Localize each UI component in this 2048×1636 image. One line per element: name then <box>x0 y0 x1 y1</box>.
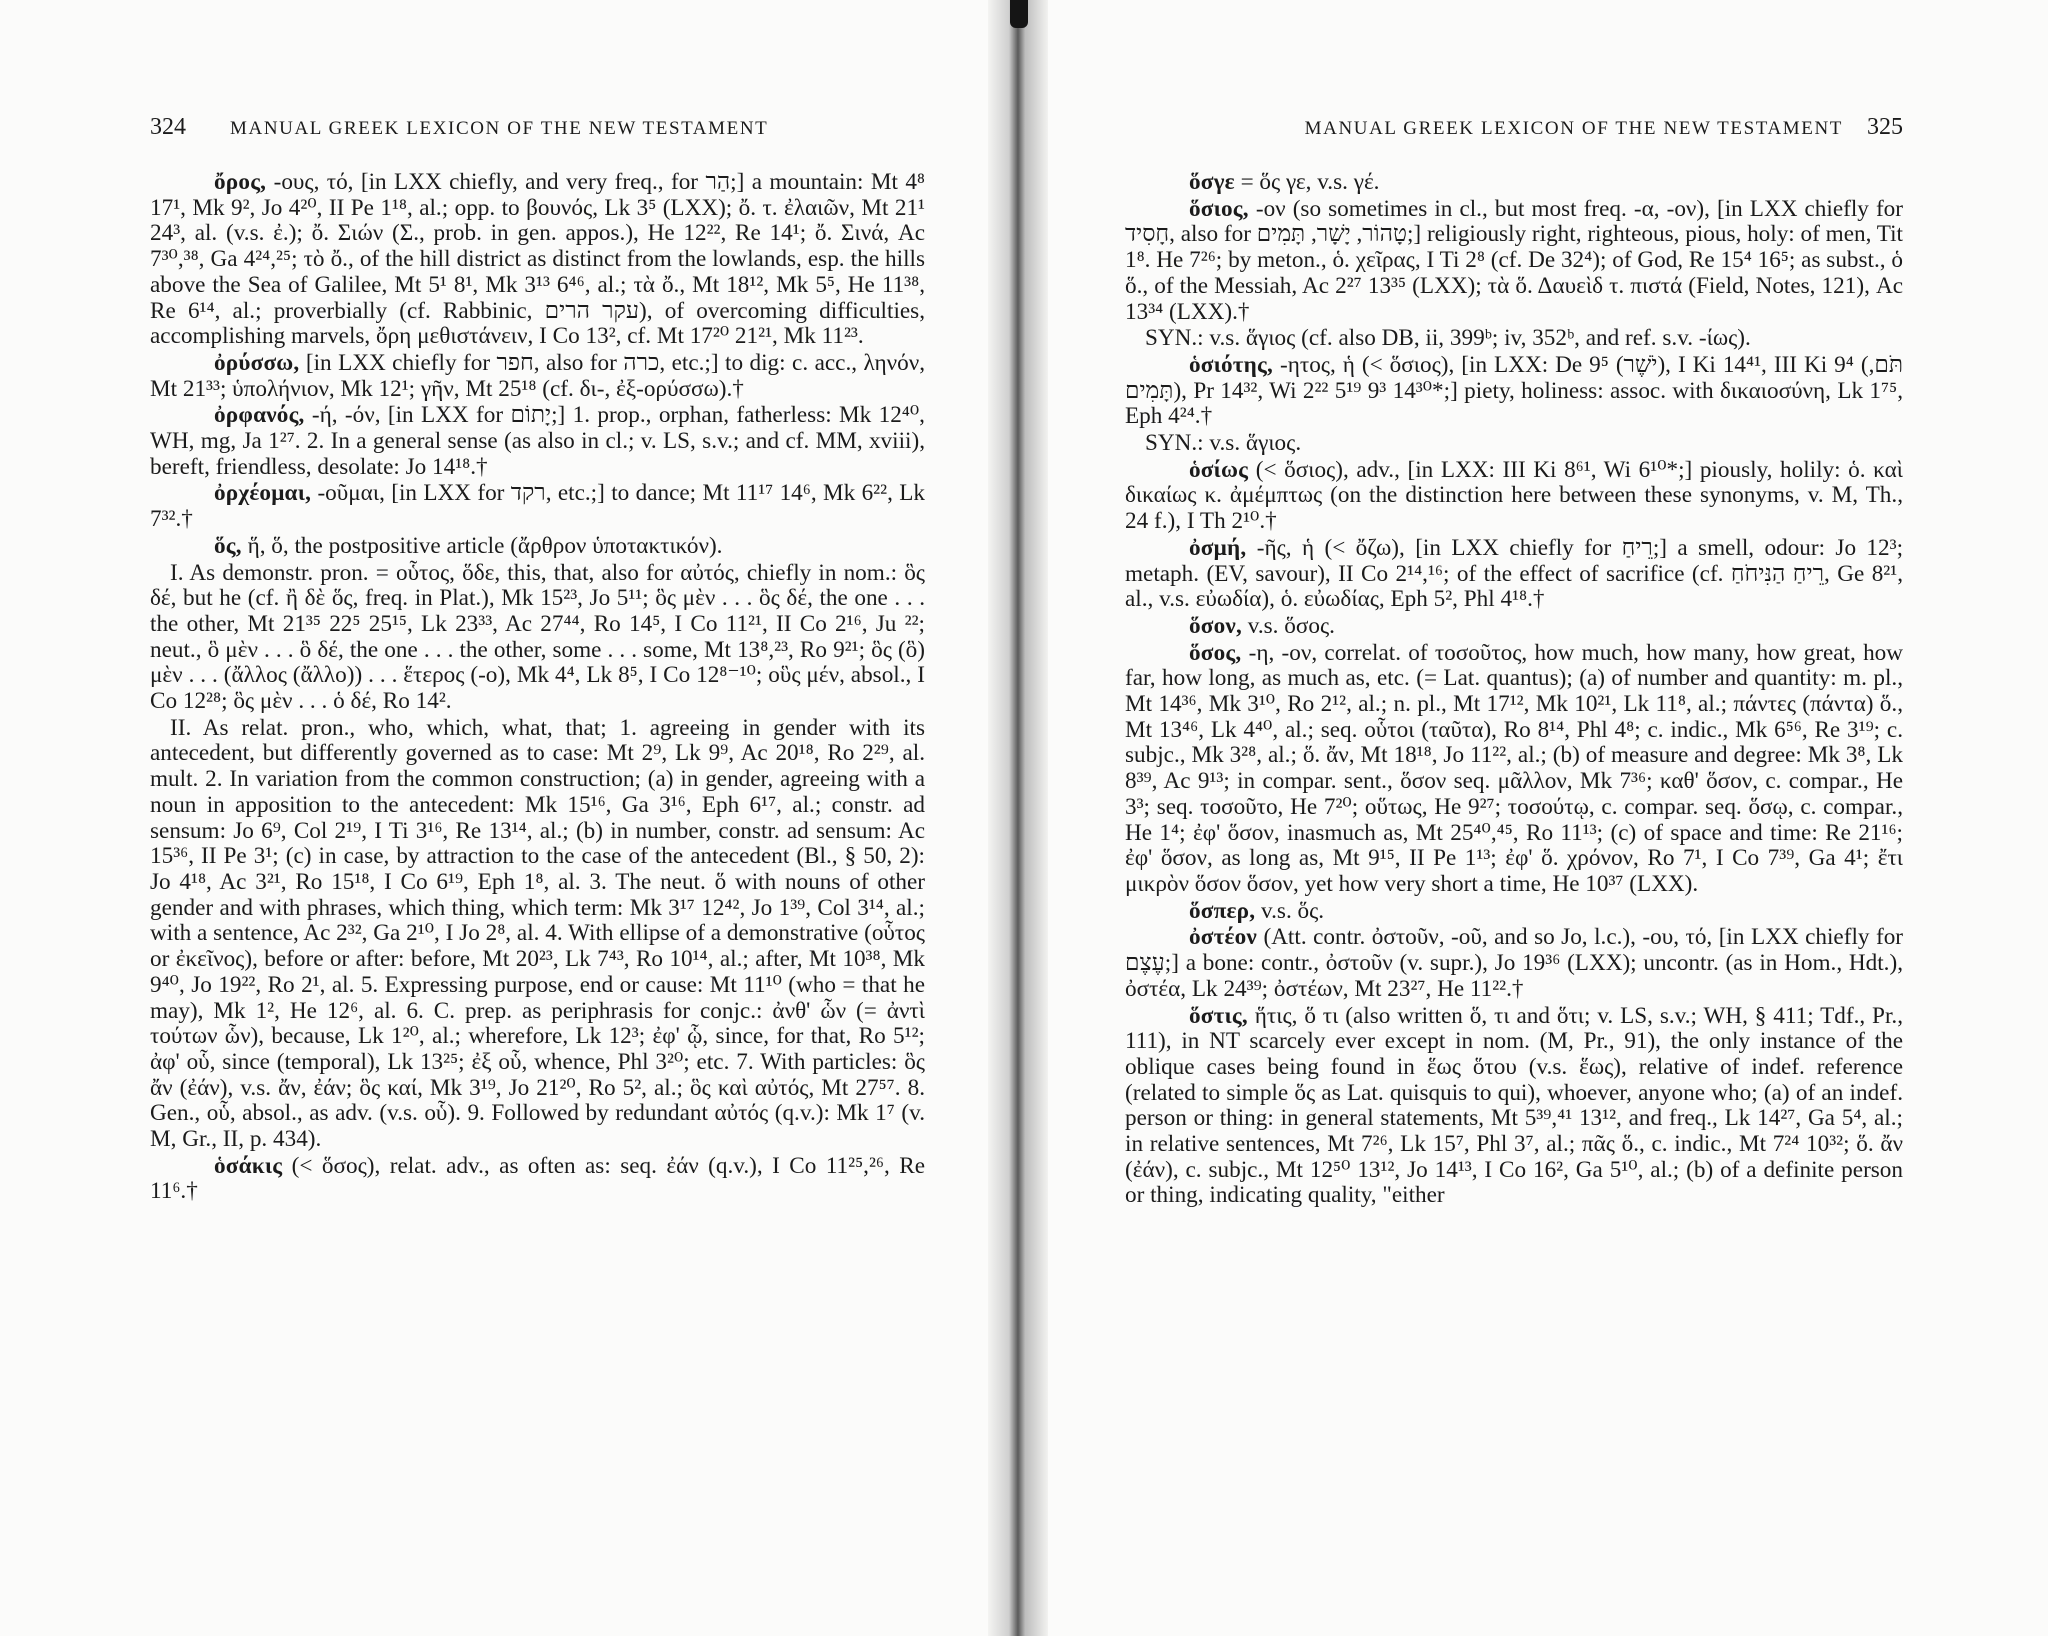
entry-headword: ὄρος, <box>214 169 267 195</box>
entry-headword: ὁσίως <box>1189 456 1249 483</box>
lexicon-entry <box>1125 197 1903 326</box>
entry-text: -η, -ον, correlat. of τοσοῦτος, how much, how many, how great, how far, how long, as much as, etc. (= Lat. quantus); (a) of number and quantity: m. pl., Mt 14³⁶, Mk 3¹⁰, Ro 2¹², al.; n. pl., Mt 17¹², Mk 10²¹, Lk 11⁸, al.; πάντες (πάντα) ὅ., Mt 13⁴⁶, Lk 4⁴⁰, al.; seq. οὗτοι (ταῦτα), Ro 8¹⁴, Phl 4⁸; c. indic., Mk 6⁵⁶, Re 3¹⁹; c. subjc., Mk 3²⁸, al.; ὅ. ἄν, Mt 18¹⁸, Jo 11²², al.; (b) of measure and degree: Mk 3⁸, Lk 8³⁹, Ac 9¹³; in compar. sent., ὅσον seq. μᾶλλον, Mk 7³⁶; καθ' ὅσον, c. compar., He 3³; seq. τοσοῦτο, He 7²⁰; οὕτως, He 9²⁷; τοσούτῳ, c. compar. seq. ὅσῳ, c. compar., He 1⁴; ἐφ' ὅσον, inasmuch as, Mt 25⁴⁰,⁴⁵, Ro 11¹³; (c) of space and time: Re 21¹⁶; ἐφ' ὅσον, as long as, Mt 9¹⁵, II Pe 1¹³; ἐφ' ὅ. χρόνον, Ro 7¹, I Co 7³⁹, Ga 4¹; ἔτι μικρὸν ὅσον ὅσον, yet how very short a time, He 10³⁷ (LXX). <box>1125 639 1904 897</box>
lexicon-entry <box>150 403 925 480</box>
entry-text: ἥτις, ὅ τι (also written ὅ, τι and ὅτι; v. LS, s.v.; WH, § 411; Tdf., Pr., 111), in NT scarcely ever except in nom. (M, Pr., 91), the only instance of the oblique cases being found in ἕως ὅτου (v.s. ἕως), relative of indef. reference (related to simple ὅς as Lat. quisquis to qui), whoever, anyone who; (a) of an indef. person or thing: in general statements, Mt 5³⁹,⁴¹ 13¹², and freq., Lk 14²⁷, Ga 5⁴, al.; in relative sentences, Mt 7²⁶, Lk 15⁷, Phl 3⁷, al.; πᾶς ὅ., c. indic., Mt 7²⁴ 10³²; ὅ. ἄν (ἐάν), c. subjc., Mt 12⁵⁰ 13¹², Jo 14¹³, I Co 16², Ga 5¹⁰, al.; (b) of a definite person or thing, indicating quality, "either <box>1125 1002 1903 1209</box>
entry-text: ἥ, ὅ, the postpositive article (ἄρθρον ὑποτακτικόν). <box>247 532 723 559</box>
entry-headword: ὀρύσσω, <box>214 349 300 376</box>
lexicon-entry <box>1125 170 1903 196</box>
entry-text: -ητος, ἡ (< ὅσιος), [in LXX: De 9⁵ (יֹשֶׁר), I Ki 14⁴¹, III Ki 9⁴ (תֹּם, תָּמִים), Pr 14³², Wi 2²² 5¹⁹ 9³ 14³⁰*;] piety, holiness: assoc. with δικαιοσύνη, Lk 1⁷⁵, Eph 4²⁴.† <box>1125 351 1903 430</box>
entry-headword: ὅσγε <box>1189 169 1235 195</box>
entry-headword: ὅσος, <box>1189 639 1242 666</box>
lexicon-entry <box>150 481 925 532</box>
entry-text: (Att. contr. ὀστοῦν, -οῦ, and so Jo, l.c.), -ου, τό, [in LXX chiefly for עֶצֶם;] a bone: contr., ὀστοῦν (v. supr.), Jo 19³⁶ (LXX); uncontr. (as in Hom., Hdt.), ὀστέα, Lk 24³⁹; ὀστέων, Mt 23²⁷, He 11²².† <box>1125 924 1904 1002</box>
book-gutter <box>988 0 1048 1636</box>
lexicon-entry <box>150 1154 925 1205</box>
entry-headword: ὅς, <box>214 532 242 559</box>
entry-text: v.s. ὅσος. <box>1247 612 1335 639</box>
lexicon-entry <box>1125 925 1903 1002</box>
left-page-text <box>150 170 925 1206</box>
entry-text: v.s. ὅς. <box>1261 897 1325 924</box>
entry-headword: ὅστις, <box>1189 1002 1248 1029</box>
entry-headword: ὅσον, <box>1189 612 1242 639</box>
entry-text: (< ὅσος), relat. adv., as often as: seq. ἐάν (q.v.), I Co 11²⁵,²⁶, Re 11⁶.† <box>150 1152 926 1205</box>
entry-headword: ὀσμή, <box>1189 534 1247 561</box>
entry-headword: ὀρφανός, <box>214 402 305 429</box>
lexicon-entry <box>150 170 925 350</box>
lexicon-entry <box>1125 326 1903 352</box>
right-page-number: 325 <box>1867 114 1903 140</box>
lexicon-entry <box>1125 641 1903 898</box>
right-running-title: MANUAL GREEK LEXICON OF THE NEW TESTAMENT <box>1304 118 1843 139</box>
entry-text: SYN.: v.s. ἅγιος. <box>1145 430 1302 457</box>
lexicon-entry <box>150 351 925 402</box>
entry-text: (< ὅσιος), adv., [in LXX: III Ki 8⁶¹, Wi 6¹⁰*;] piously, holily: ὁ. καὶ δικαίως κ. ἀμέμπτως (on the distinction here between these synonyms, v. M, Th., 24 f.), I Th 2¹⁰.† <box>1125 456 1903 535</box>
lexicon-entry <box>1125 353 1903 430</box>
entry-text: -ον (so sometimes in cl., but most freq. -α, -ον), [in LXX chiefly for חָסִיד, also for טָהוֹר, יָשָׁר, תָּמִים;] religiously right, righteous, pious, holy: of men, Tit 1⁸. He 7²⁶; by meton., ὁ. χεῖρας, I Ti 2⁸ (cf. De 32⁴); of God, Re 15⁴ 16⁵; as subst., ὁ ὅ., of the Messiah, Ac 2²⁷ 13³⁵ (LXX); τὰ ὅ. Δαυεὶδ τ. πιστά (Field, Notes, 121), Ac 13³⁴ (LXX).† <box>1125 195 1903 325</box>
entry-text: -οῦμαι, [in LXX for רקד, etc.;] to dance; Mt 11¹⁷ 14⁶, Mk 6²², Lk 7³².† <box>150 480 925 533</box>
entry-headword: ὅσπερ, <box>1189 897 1256 924</box>
binding-shadow <box>1010 0 1028 28</box>
entry-headword: ὀστέον <box>1189 924 1257 951</box>
entry-text: = ὅς γε, v.s. γέ. <box>1240 169 1380 195</box>
left-page-number: 324 <box>150 114 186 140</box>
right-running-head <box>1125 114 1903 150</box>
entry-headword: ὁσιότης, <box>1189 351 1274 378</box>
entry-text: [in LXX chiefly for חפר, also for כרה, etc.;] to dig: c. acc., ληνόν, Mt 21³³; ὑπολήνιον, Mk 12¹; γῆν, Mt 25¹⁸ (cf. δι-, ἐξ-ορύσσω).† <box>150 349 926 402</box>
lexicon-entry <box>1125 431 1903 457</box>
right-page-text <box>1125 170 1903 1210</box>
entry-text: SYN.: v.s. ἅγιος (cf. also DB, ii, 399ᵇ; iv, 352ᵇ, and ref. s.v. -ίως). <box>1145 325 1751 352</box>
entry-headword: ὁσάκις <box>214 1152 283 1179</box>
entry-text: II. As relat. pron., who, which, what, that; 1. agreeing in gender with its antecedent, but differently governed as to case: Mt 2⁹, Lk 9⁹, Ac 20¹⁸, Ro 2²⁹, al. mult. 2. In variation from the common construction; (a) in gender, agreeing with a noun in apposition to the antecedent: Mk 15¹⁶, Ga 3¹⁶, Eph 6¹⁷, al.; constr. ad sensum: Jo 6⁹, Col 2¹⁹, I Ti 3¹⁶, Re 13¹⁴, al.; (b) in number, constr. ad sensum: Ac 15³⁶, II Pe 3¹; (c) in case, by attraction to the case of the antecedent (Bl., § 50, 2): Jo 4¹⁸, Ac 3²¹, Ro 15¹⁸, I Co 6¹⁹, Eph 1⁸, al. 3. The neut. ὅ with nouns of other gender and with phrases, which thing, which term: Mk 3¹⁷ 12⁴², Jo 1³⁹, Col 3¹⁴, al.; with a sentence, Ac 2³², Ga 2¹⁰, I Jo 2⁸, al. 4. With ellipse of a demonstrative (οὗτος or ἐκεῖνος), before or after: before, Mt 20²³, Lk 7⁴³, Ro 10¹⁴, al.; after, Mt 10³⁸, Mk 9⁴⁰, Jo 19²², Ro 2¹, al. 5. Expressing purpose, end or cause: Mt 11¹⁰ (who = that he may), Mk 1², He 12⁶, al. 6. C. prep. as periphrasis for conjc.: ἀνθ' ὧν (= ἀντὶ τούτων ὧν), because, Lk 1²⁰, al.; wherefore, Lk 12³; ἐφ' ᾧ, since, for that, Ro 5¹²; ἀφ' οὗ, since (temporal), Lk 13²⁵; ἐξ οὗ, whence, Phl 3²⁰; etc. 7. With particles: ὃς ἄν (ἐάν), v.s. ἄν, ἐάν; ὃς καί, Mk 3¹⁹, Jo 21²⁰, Ro 5², al.; ὃς καὶ αὐτός, Mt 27⁵⁷. 8. Gen., οὗ, absol., as adv. (v.s. οὗ). 9. Followed by redundant αὐτός (q.v.): Mk 1⁷ (v. M, Gr., II, p. 434). <box>150 714 925 1153</box>
lexicon-entry <box>1125 1004 1903 1210</box>
entry-text: I. As demonstr. pron. = οὗτος, ὅδε, this, that, also for αὐτός, chiefly in nom.: ὃς δέ, but he (cf. ἢ δὲ ὅς, freq. in Plat.), Mk 15²³, Jo 5¹¹; ὃς μὲν . . . ὃς δέ, the one . . . the other, Mt 21³⁵ 22⁵ 25¹⁵, Lk 23³³, Ac 27⁴⁴, Ro 14⁵, I Co 11²¹, II Co 2¹⁶, Ju ²²; neut., ὃ μὲν . . . ὃ δέ, the one . . . the other, some . . . some, Mt 13⁸,²³, Ro 9²¹; ὃς (ὃ) μὲν . . . (ἄλλος (ἄλλο)) . . . ἕτερος (-ο), Mk 4⁴, Lk 8⁵, I Co 12⁸⁻¹⁰; οὓς μέν, absol., I Co 12²⁸; ὃς μὲν . . . ὁ δέ, Ro 14². <box>150 559 925 715</box>
entry-headword: ὀρχέομαι, <box>214 480 312 507</box>
left-running-head <box>150 114 925 150</box>
lexicon-entry <box>150 716 925 1153</box>
lexicon-entry <box>1125 458 1903 535</box>
lexicon-entry <box>150 561 925 715</box>
lexicon-entry <box>150 534 925 560</box>
left-running-title: MANUAL GREEK LEXICON OF THE NEW TESTAMENT <box>230 118 769 139</box>
entry-text: -ή, -όν, [in LXX for יָתוֹם;] 1. prop., orphan, fatherless: Mk 12⁴⁰, WH, mg, Ja 1²⁷. 2. In a general sense (as also in cl.; v. LS, s.v.; and cf. MM, xviii), bereft, friendless, desolate: Jo 14¹⁸.† <box>150 402 925 480</box>
entry-text: -ους, τό, [in LXX chiefly, and very freq., for הַר;] a mountain: Mt 4⁸ 17¹, Mk 9², Jo 4²⁰, II Pe 1¹⁸, al.; opp. to βουνός, Lk 3⁵ (LXX); ὄ. τ. ἐλαιῶν, Mt 21¹ 24³, al. (v.s. ἐ.); ὄ. Σιών (Σ., prob. in gen. appos.), He 12²², Re 14¹; ὄ. Σινά, Ac 7³⁰,³⁸, Ga 4²⁴,²⁵; τὸ ὄ., of the hill district as distinct from the lowlands, esp. the hills above the Sea of Galilee, Mt 5¹ 8¹, Mk 3¹³ 6⁴⁶, al.; τὰ ὄ., Mt 18¹², Mk 5⁵, He 11³⁸, Re 6¹⁴, al.; proverbially (cf. Rabbinic, עקר הרים), of overcoming difficulties, accomplishing marvels, ὄρη μεθιστάνειν, I Co 13², cf. Mt 17²⁰ 21²¹, Mk 11²³. <box>150 169 926 350</box>
entry-headword: ὅσιος, <box>1189 195 1249 222</box>
lexicon-entry <box>1125 536 1903 613</box>
lexicon-entry <box>1125 899 1903 925</box>
lexicon-entry <box>1125 614 1903 640</box>
entry-text: -ῆς, ἡ (< ὄζω), [in LXX chiefly for רֵיחַ;] a smell, odour: Jo 12³; metaph. (EV, savour), II Co 2¹⁴,¹⁶; of the effect of sacrifice (cf. רֵיחַ הַנִּיחֹחַ, Ge 8²¹, al., v.s. εὐωδία), ὁ. εὐωδίας, Eph 5², Phl 4¹⁸.† <box>1125 534 1904 613</box>
